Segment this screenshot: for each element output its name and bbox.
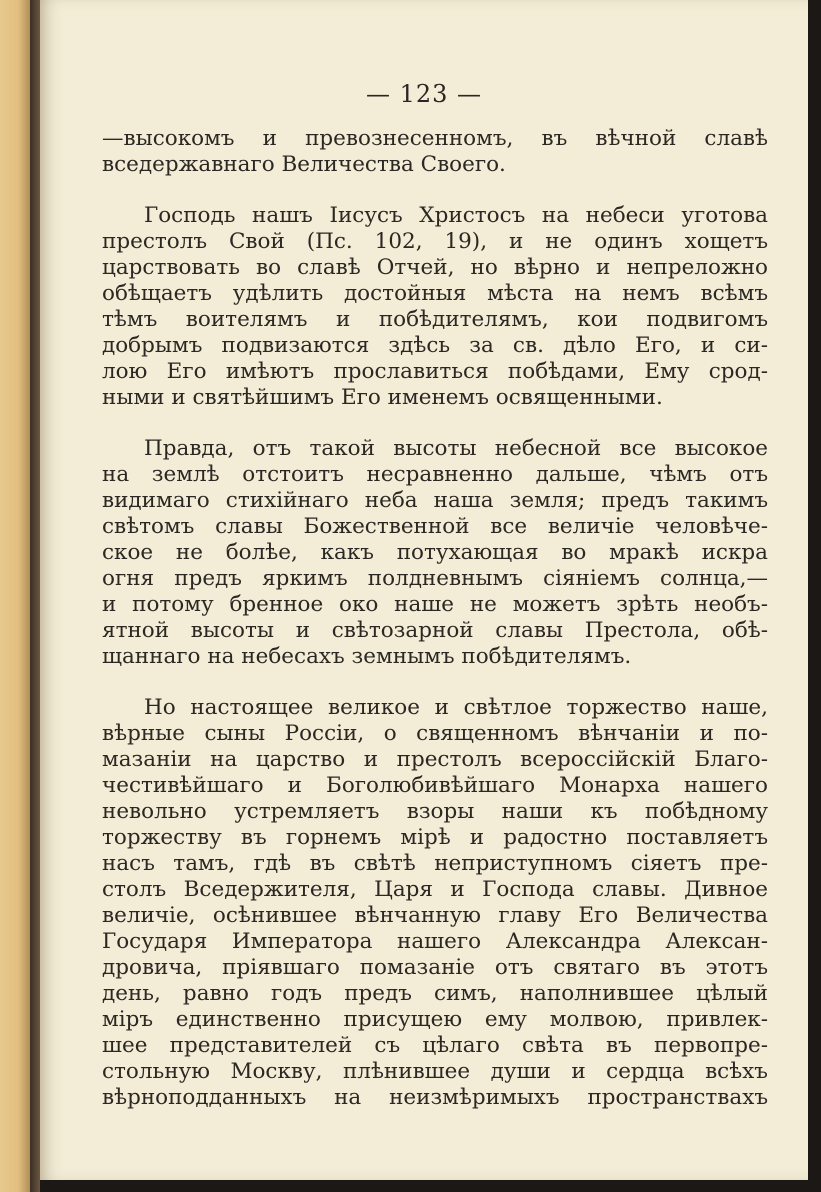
text-line: Но настоящее великое и свѣтлое торжество наше,: [144, 695, 768, 720]
paragraph-gap: [102, 178, 768, 203]
text-line: насъ тамъ, гдѣ въ свѣтѣ неприступномъ сіяетъ пре-: [102, 851, 768, 876]
text-line: день, равно годъ предъ симъ, наполнившее цѣлый: [102, 981, 768, 1006]
text-line: торжеству въ горнемъ мірѣ и радостно поставляетъ: [102, 825, 768, 850]
text-line: ными и святѣйшимъ Его именемъ освященными.: [102, 385, 663, 410]
text-line: тѣмъ воителямъ и побѣдителямъ, кои подвигомъ: [102, 307, 768, 332]
text-line: ское не болѣе, какъ потухающая во мракѣ искра: [102, 540, 768, 565]
paragraph-gap: [102, 670, 768, 695]
text-line: ятной высоты и свѣтозарной славы Престола, обѣ-: [102, 618, 768, 643]
text-line: мазаніи на царство и престолъ всероссійскій Благо-: [102, 747, 768, 772]
book-page: [40, 0, 808, 1180]
text-line: щаннаго на небесахъ земнымъ побѣдителямъ.: [102, 644, 632, 669]
text-line: вѣрные сыны Россіи, о священномъ вѣнчаніи и по-: [102, 721, 768, 746]
text-line: стольную Москву, плѣнившее души и сердца всѣхъ: [102, 1059, 768, 1084]
text-line: вѣрноподданныхъ на неизмѣримыхъ пространствахъ: [102, 1085, 768, 1110]
text-line: видимаго стихійнаго неба наша земля; предъ такимъ: [102, 488, 768, 513]
text-line: дровича, пріявшаго помазаніе отъ святаго въ этотъ: [102, 955, 768, 980]
text-line: вседержавнаго Величества Своего.: [102, 152, 506, 177]
text-line: столъ Вседержителя, Царя и Господа славы. Дивное: [102, 877, 768, 902]
page-number: — 123 —: [365, 80, 483, 108]
text-line: честивѣйшаго и Боголюбивѣйшаго Монарха нашего: [102, 773, 768, 798]
text-line: престолъ Свой (Пс. 102, 19), и не одинъ хощетъ: [102, 229, 768, 254]
text-line: и потому бренное око наше не можетъ зрѣть необъ-: [102, 592, 768, 617]
previous-page-edge: [0, 0, 30, 1192]
text-line: Правда, отъ такой высоты небесной все высокое: [144, 436, 768, 461]
scan-border-bottom: [40, 1180, 821, 1192]
paragraph-gap: [102, 411, 768, 436]
text-line: шее представителей съ цѣлаго свѣта въ первопре-: [102, 1033, 768, 1058]
text-line: Господь нашъ Іисусъ Христосъ на небеси уготова: [144, 203, 768, 228]
text-line: свѣтомъ славы Божественной все величіе человѣче-: [102, 514, 768, 539]
text-line: величіе, осѣнившее вѣнчанную главу Его Величества: [102, 903, 768, 928]
text-line: на землѣ отстоитъ несравненно дальше, чѣмъ отъ: [102, 462, 768, 487]
text-line: лою Его имѣютъ прославиться побѣдами, Ему срод-: [102, 359, 768, 384]
text-line: царствовать во славѣ Отчей, но вѣрно и непреложно: [102, 255, 768, 280]
book-gutter: [30, 0, 40, 1192]
text-line: міръ единственно присущею ему молвою, привлек-: [102, 1007, 768, 1032]
page-text: [102, 126, 768, 1111]
text-line: Государя Императора нашего Александра Алексан-: [102, 929, 768, 954]
text-line: обѣщаетъ удѣлить достойныя мѣста на немъ всѣмъ: [102, 281, 768, 306]
text-line: огня предъ яркимъ полдневнымъ сіяніемъ солнца,—: [102, 566, 768, 591]
text-line: невольно устремляетъ взоры наши къ побѣдному: [102, 799, 768, 824]
text-line: добрымъ подвизаются здѣсь за св. дѣло Его, и си-: [102, 333, 768, 358]
scan-border-right: [808, 0, 821, 1192]
text-line: —высокомъ и превознесенномъ, въ вѣчной славѣ: [102, 126, 768, 151]
